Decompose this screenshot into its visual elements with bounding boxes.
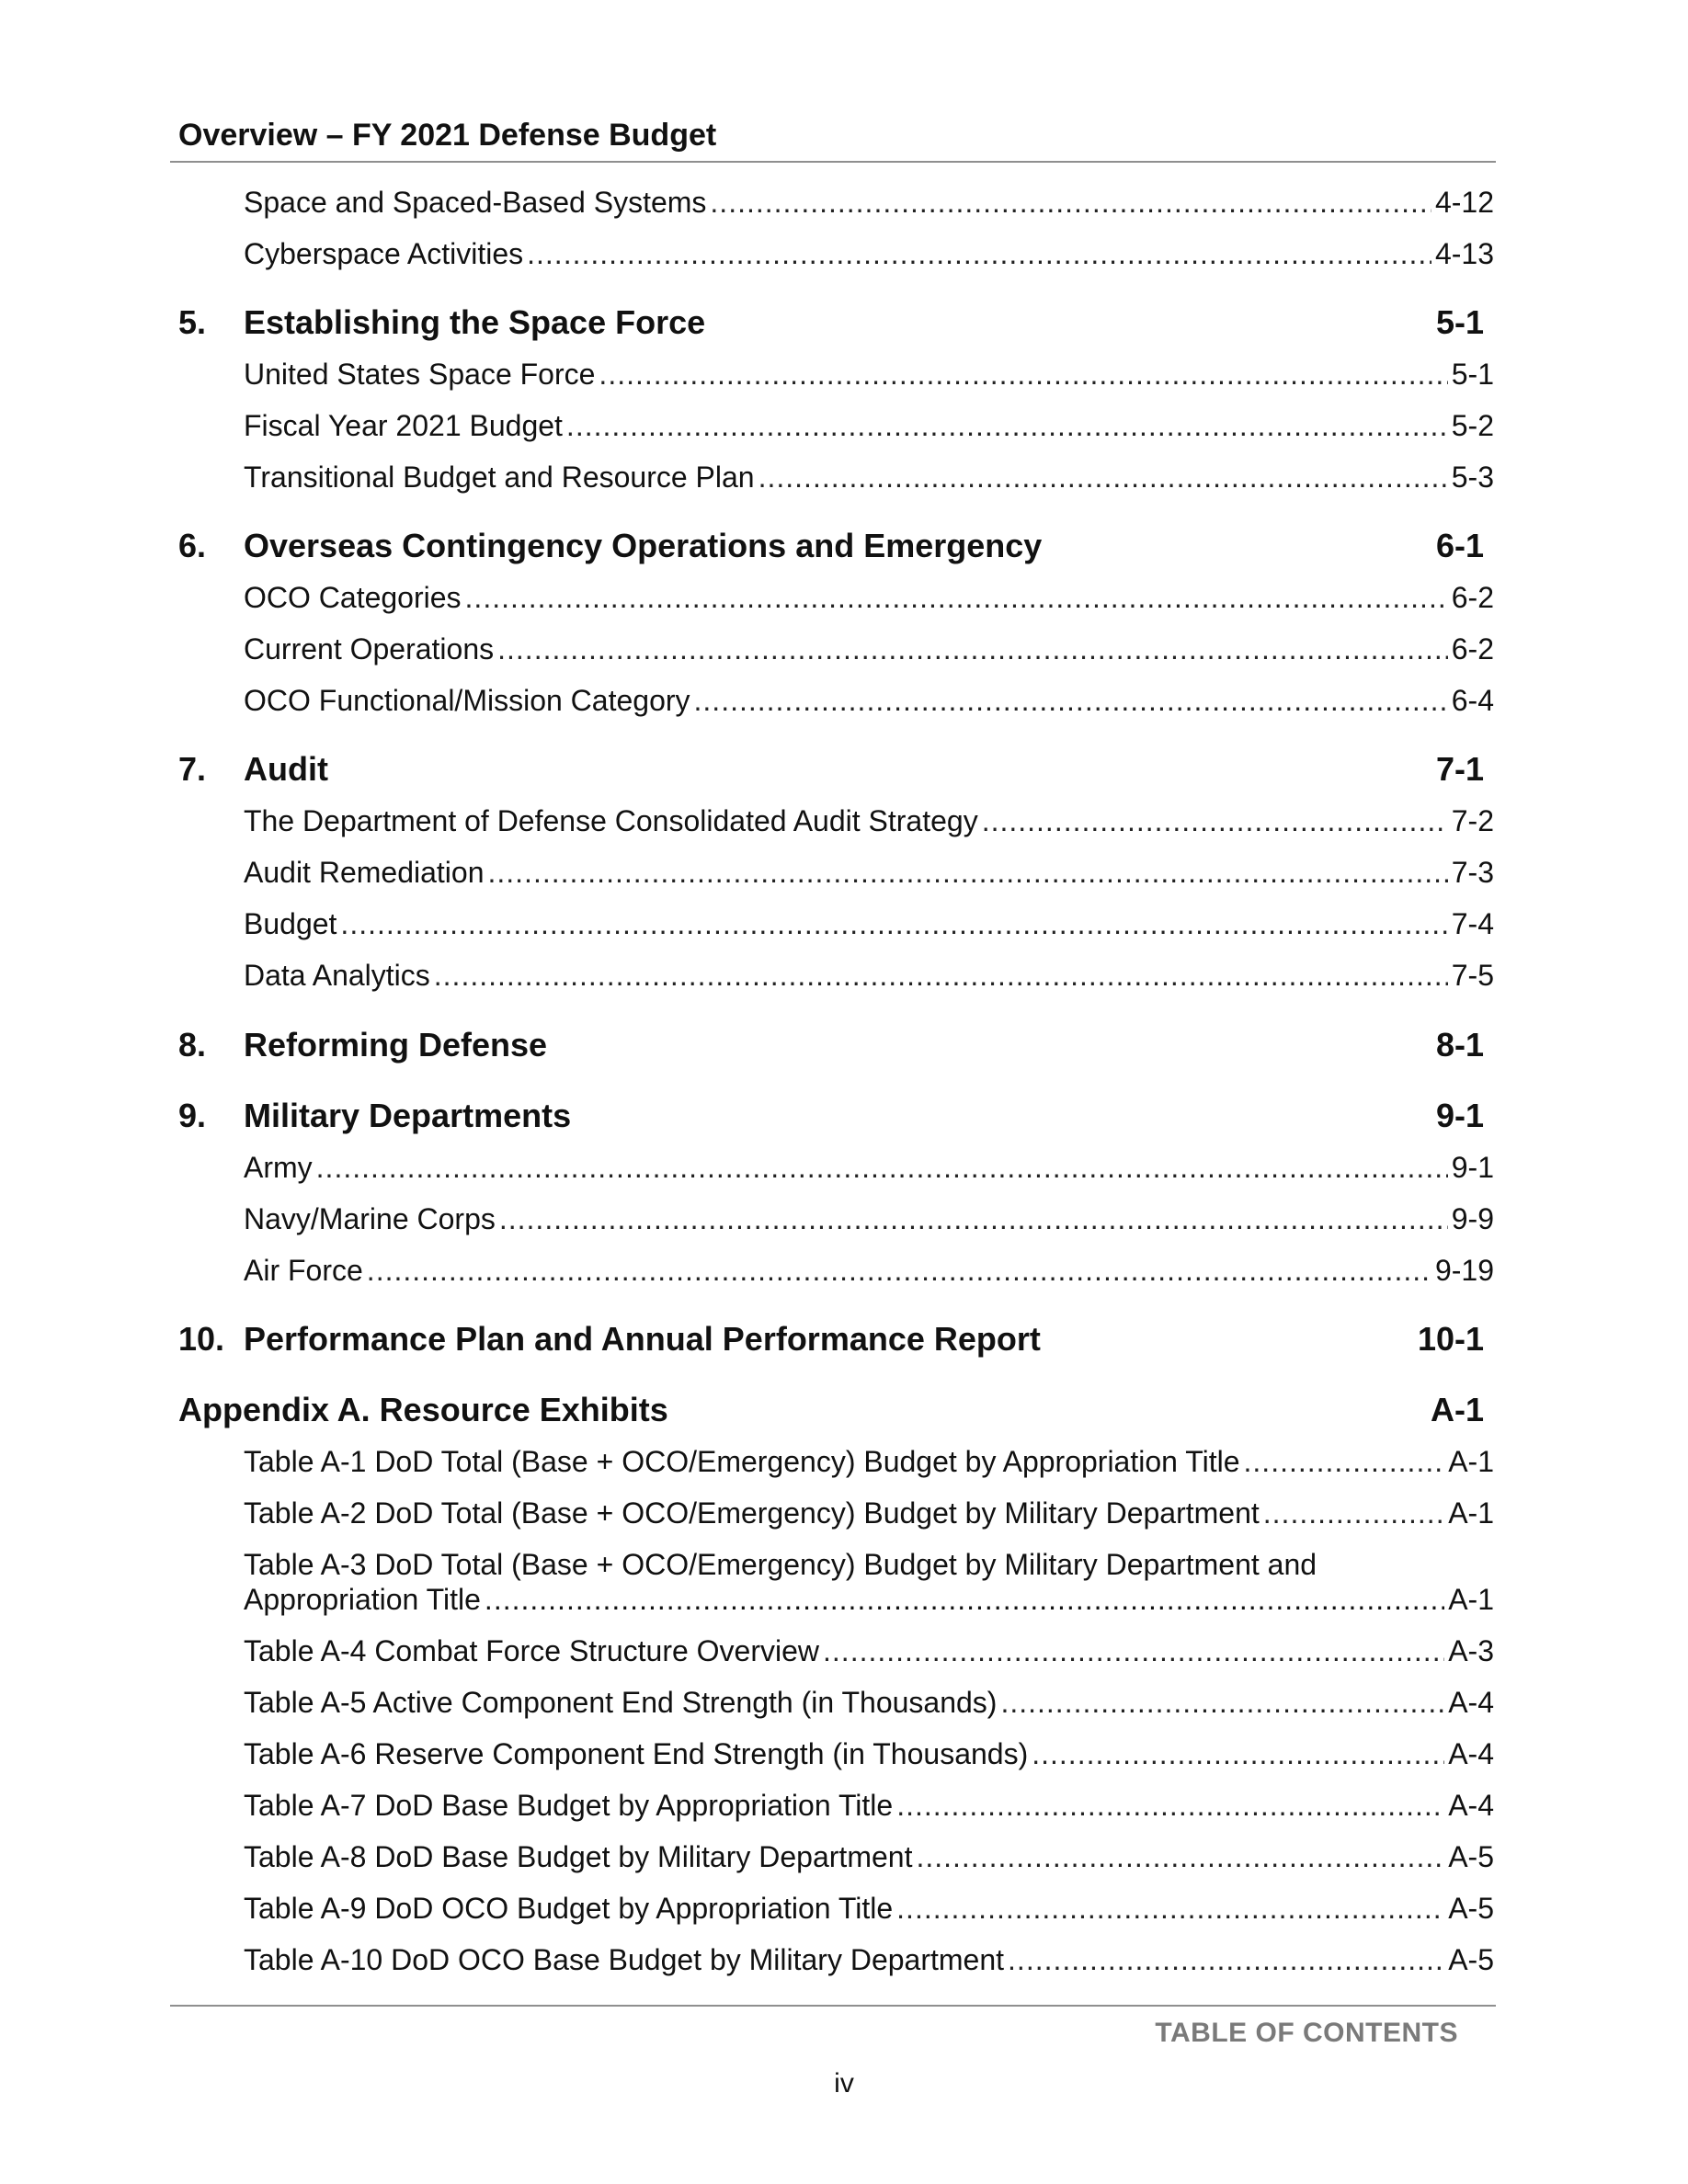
section-title: Establishing the Space Force bbox=[244, 303, 706, 341]
footer-divider bbox=[170, 2005, 1496, 2007]
toc-entry-page: A-3 bbox=[1448, 1634, 1494, 1667]
toc-entry-page: A-5 bbox=[1448, 1892, 1494, 1925]
toc-entry[interactable] bbox=[244, 184, 1494, 221]
toc-entry-page: 6-2 bbox=[1451, 581, 1494, 614]
toc-entry-page: 9-9 bbox=[1451, 1202, 1494, 1235]
toc-appendix-a[interactable] bbox=[178, 1390, 1484, 1430]
toc-entry[interactable] bbox=[244, 1547, 1494, 1617]
dot-leader bbox=[487, 854, 1447, 891]
toc-entry[interactable] bbox=[244, 235, 1494, 272]
toc-entry-page: 5-3 bbox=[1451, 461, 1494, 494]
toc-entry-page: A-1 bbox=[1448, 1445, 1494, 1478]
dot-leader bbox=[916, 1838, 1444, 1875]
toc-section-6[interactable] bbox=[178, 526, 1484, 566]
toc-entry-page: 9-19 bbox=[1434, 1254, 1494, 1287]
toc-entry-title: Army bbox=[244, 1151, 313, 1184]
dot-leader bbox=[566, 407, 1448, 444]
toc-entry[interactable] bbox=[244, 1149, 1494, 1186]
toc-entry-title: Table A-6 Reserve Component End Strength (in Thousands) bbox=[244, 1737, 1029, 1770]
toc-entry-page: 7-3 bbox=[1451, 856, 1494, 889]
toc-entry[interactable] bbox=[244, 1735, 1494, 1772]
appendix-title: Appendix A. Resource Exhibits bbox=[178, 1391, 668, 1428]
toc-entry[interactable] bbox=[244, 631, 1494, 667]
dot-leader bbox=[1244, 1443, 1445, 1480]
toc-entry-title: United States Space Force bbox=[244, 358, 596, 391]
toc-entry[interactable] bbox=[244, 1443, 1494, 1480]
toc-entry[interactable] bbox=[244, 1838, 1494, 1875]
toc-entry[interactable] bbox=[244, 682, 1494, 719]
toc-entry-page: A-5 bbox=[1448, 1943, 1494, 1976]
toc-entry-page: 6-2 bbox=[1451, 632, 1494, 665]
section-page: 5-1 bbox=[1435, 303, 1484, 341]
toc-entry-page: 4-13 bbox=[1434, 237, 1494, 270]
toc-entry-title: Budget bbox=[244, 907, 337, 940]
footer-section-label: TABLE OF CONTENTS bbox=[1155, 2018, 1458, 2048]
toc-entry-page: A-4 bbox=[1448, 1789, 1494, 1822]
toc-entry-page: 6-4 bbox=[1451, 684, 1494, 717]
toc-entry[interactable] bbox=[244, 1787, 1494, 1824]
section-page: 7-1 bbox=[1435, 750, 1484, 788]
dot-leader bbox=[485, 1582, 1444, 1617]
toc-entry-title: Table A-7 DoD Base Budget by Appropriation Title bbox=[244, 1789, 894, 1822]
toc-entry[interactable] bbox=[244, 854, 1494, 891]
section-page: 6-1 bbox=[1435, 527, 1484, 564]
appendix-page: A-1 bbox=[1430, 1391, 1484, 1428]
toc-entry[interactable] bbox=[244, 459, 1494, 495]
toc-entry-title: Fiscal Year 2021 Budget bbox=[244, 409, 563, 442]
dot-leader bbox=[599, 356, 1447, 392]
toc-entry-title: Table A-8 DoD Base Budget by Military Department bbox=[244, 1840, 913, 1873]
toc-entry-title: OCO Functional/Mission Category bbox=[244, 684, 690, 717]
toc-entry-page: A-1 bbox=[1448, 1496, 1494, 1530]
toc-entry[interactable] bbox=[244, 1684, 1494, 1721]
toc-section-10[interactable] bbox=[178, 1319, 1484, 1359]
section-number: 8. bbox=[178, 1026, 207, 1064]
dot-leader bbox=[434, 957, 1448, 994]
toc-entry-title: Air Force bbox=[244, 1254, 363, 1287]
toc-entry[interactable] bbox=[244, 957, 1494, 994]
section-page: 8-1 bbox=[1435, 1026, 1484, 1064]
toc-entry-page: A-5 bbox=[1448, 1840, 1494, 1873]
dot-leader bbox=[694, 682, 1448, 719]
toc-entry-page: 7-2 bbox=[1451, 804, 1494, 837]
section-number: 9. bbox=[178, 1097, 207, 1134]
section-number: 10. bbox=[178, 1320, 225, 1358]
section-title: Overseas Contingency Operations and Emergency bbox=[244, 527, 1043, 564]
section-title: Military Departments bbox=[244, 1097, 572, 1134]
toc-entry[interactable] bbox=[244, 1252, 1494, 1289]
section-title: Performance Plan and Annual Performance Report bbox=[244, 1320, 1041, 1358]
dot-leader bbox=[1032, 1735, 1444, 1772]
toc-section-8[interactable] bbox=[178, 1025, 1484, 1065]
dot-leader bbox=[758, 459, 1448, 495]
section-number: 7. bbox=[178, 750, 207, 788]
section-number: 6. bbox=[178, 527, 207, 564]
toc-section-7[interactable] bbox=[178, 749, 1484, 790]
toc-entry[interactable] bbox=[244, 356, 1494, 392]
dot-leader bbox=[465, 579, 1448, 616]
toc-entry-title: Current Operations bbox=[244, 632, 495, 665]
section-title: Audit bbox=[244, 750, 328, 788]
toc-entry-page: 7-5 bbox=[1451, 959, 1494, 992]
dot-leader bbox=[340, 905, 1447, 942]
toc-entry-page: 5-1 bbox=[1451, 358, 1494, 391]
dot-leader bbox=[823, 1632, 1444, 1669]
toc-entry-title: Table A-4 Combat Force Structure Overview bbox=[244, 1634, 820, 1667]
toc-entry[interactable] bbox=[244, 1495, 1494, 1531]
section-number: 5. bbox=[178, 303, 207, 341]
dot-leader bbox=[497, 631, 1448, 667]
toc-entry[interactable] bbox=[244, 407, 1494, 444]
dot-leader bbox=[896, 1890, 1444, 1927]
toc-entry-title: Table A-3 DoD Total (Base + OCO/Emergency) Budget by Military Department and bbox=[244, 1548, 1317, 1581]
dot-leader bbox=[896, 1787, 1444, 1824]
section-page: 9-1 bbox=[1435, 1097, 1484, 1134]
dot-leader bbox=[1263, 1495, 1444, 1531]
toc-section-9[interactable] bbox=[178, 1096, 1484, 1136]
toc-entry-page: A-4 bbox=[1448, 1737, 1494, 1770]
toc-entry-title-continued: Appropriation Title bbox=[244, 1583, 481, 1616]
toc-entry-title: Table A-2 DoD Total (Base + OCO/Emergency) Budget by Military Department bbox=[244, 1496, 1260, 1530]
toc-entry-title: OCO Categories bbox=[244, 581, 462, 614]
toc-entry[interactable] bbox=[244, 579, 1494, 616]
toc-entry-page: A-1 bbox=[1448, 1583, 1494, 1616]
section-title: Reforming Defense bbox=[244, 1026, 548, 1064]
toc-entry-title: Table A-9 DoD OCO Budget by Appropriation Title bbox=[244, 1892, 894, 1925]
dot-leader bbox=[367, 1252, 1431, 1289]
dot-leader bbox=[1008, 1941, 1444, 1978]
toc-entry-title: Space and Spaced-Based Systems bbox=[244, 186, 707, 219]
dot-leader bbox=[710, 184, 1431, 221]
dot-leader bbox=[527, 235, 1431, 272]
toc-entry-title: Navy/Marine Corps bbox=[244, 1202, 496, 1235]
toc-entry-title: Table A-5 Active Component End Strength (in Thousands) bbox=[244, 1686, 998, 1719]
toc-entry-title: Transitional Budget and Resource Plan bbox=[244, 461, 755, 494]
toc-entry[interactable] bbox=[244, 1941, 1494, 1978]
toc-entry-page: 7-4 bbox=[1451, 907, 1494, 940]
section-page: 10-1 bbox=[1417, 1320, 1484, 1358]
dot-leader bbox=[499, 1200, 1448, 1237]
toc-entry-page: 4-12 bbox=[1434, 186, 1494, 219]
header-divider bbox=[170, 161, 1496, 163]
dot-leader bbox=[316, 1149, 1448, 1186]
toc-entry[interactable] bbox=[244, 1632, 1494, 1669]
page-title: Overview – FY 2021 Defense Budget bbox=[178, 118, 717, 153]
toc-entry-title: Table A-10 DoD OCO Base Budget by Military Department bbox=[244, 1943, 1005, 1976]
toc-entry[interactable] bbox=[244, 905, 1494, 942]
toc-section-5[interactable] bbox=[178, 302, 1484, 343]
toc-entry-page: 9-1 bbox=[1451, 1151, 1494, 1184]
page-number: iv bbox=[834, 2068, 854, 2099]
toc-entry-page: 5-2 bbox=[1451, 409, 1494, 442]
dot-leader bbox=[982, 802, 1448, 839]
toc-entry-title: The Department of Defense Consolidated Audit Strategy bbox=[244, 804, 978, 837]
toc-entry-title: Audit Remediation bbox=[244, 856, 485, 889]
toc-entry[interactable] bbox=[244, 802, 1494, 839]
toc-entry-title: Cyberspace Activities bbox=[244, 237, 524, 270]
toc-entry[interactable] bbox=[244, 1200, 1494, 1237]
toc-entry[interactable] bbox=[244, 1890, 1494, 1927]
toc-entry-title: Data Analytics bbox=[244, 959, 430, 992]
dot-leader bbox=[1000, 1684, 1444, 1721]
toc-entry-title: Table A-1 DoD Total (Base + OCO/Emergency) Budget by Appropriation Title bbox=[244, 1445, 1240, 1478]
toc-entry-page: A-4 bbox=[1448, 1686, 1494, 1719]
